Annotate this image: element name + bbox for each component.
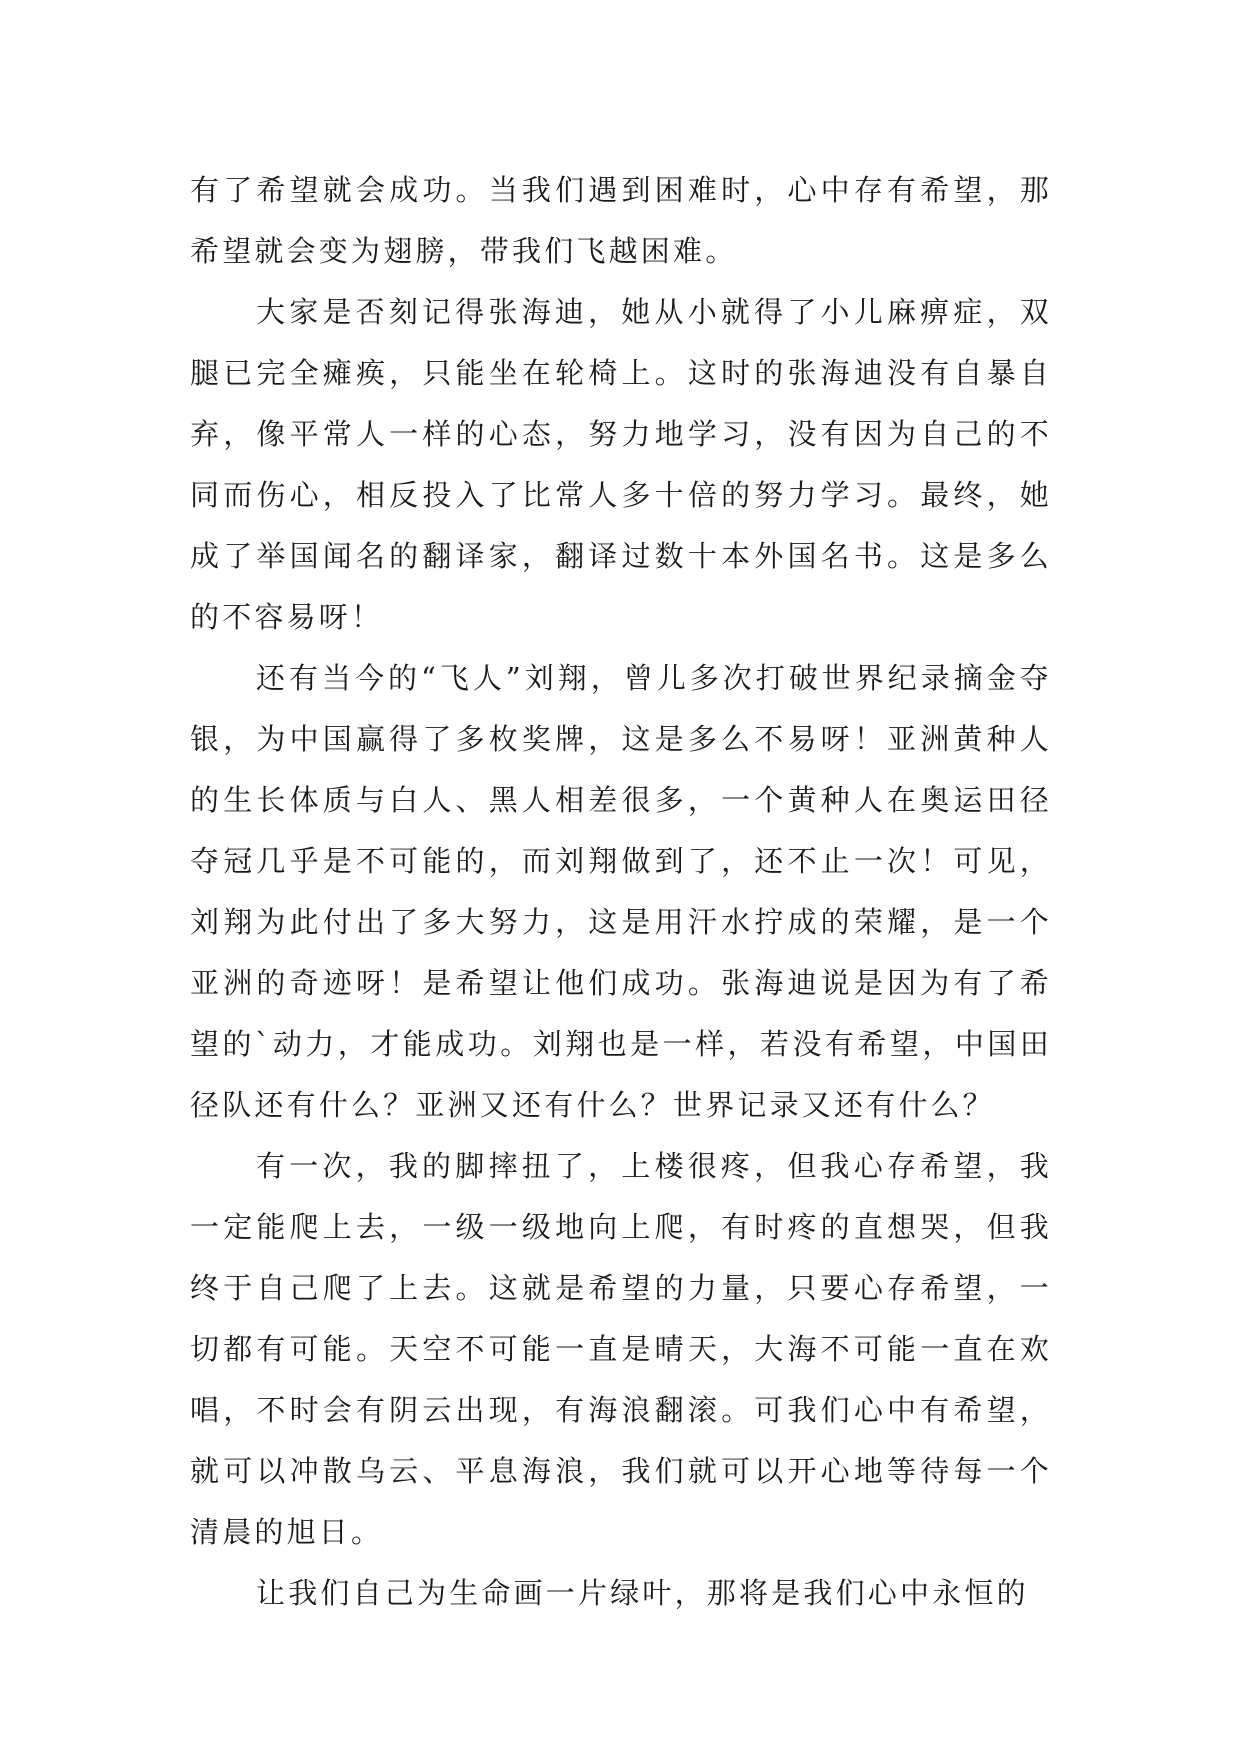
body-text [190, 160, 1052, 1624]
paragraph-5: 让我们自己为生命画一片绿叶，那将是我们心中永恒的 [256, 1576, 1029, 1610]
paragraph-4: 有一次，我的脚摔扭了，上楼很疼，但我心存希望，我一定能爬上去，一级一级地向上爬，有时疼的直想哭，但我终于自己爬了上去。这就是希望的力量，只要心存希望，一切都有可能。天空不可能一直是晴天，大海不可能一直在欢唱，不时会有阴云出现，有海浪翻滚。可我们心中有希望，就可以冲散乌云、平息海浪，我们就可以开心地等待每一个清晨的旭日。 [190, 1149, 1052, 1549]
paragraph-3: 还有当今的“飞人”刘翔，曾儿多次打破世界纪录摘金夺银，为中国赢得了多枚奖牌，这是多么不易呀！亚洲黄种人的生长体质与白人、黑人相差很多，一个黄种人在奥运田径夺冠几乎是不可能的，而刘翔做到了，还不止一次！可见，刘翔为此付出了多大努力，这是用汗水拧成的荣耀，是一个亚洲的奇迹呀！是希望让他们成功。张海迪说是因为有了希望的`动力，才能成功。刘翔也是一样，若没有希望，中国田径队还有什么？亚洲又还有什么？世界记录又还有什么？ [190, 661, 1052, 1122]
paragraph-1: 有了希望就会成功。当我们遇到困难时，心中存有希望，那希望就会变为翅膀，带我们飞越困难。 [190, 173, 1052, 268]
paragraph-2: 大家是否刻记得张海迪，她从小就得了小儿麻痹症，双腿已完全瘫痪，只能坐在轮椅上。这时的张海迪没有自暴自弃，像平常人一样的心态，努力地学习，没有因为自己的不同而伤心，相反投入了比常人多十倍的努力学习。最终，她成了举国闻名的翻译家，翻译过数十本外国名书。这是多么的不容易呀！ [190, 295, 1052, 634]
